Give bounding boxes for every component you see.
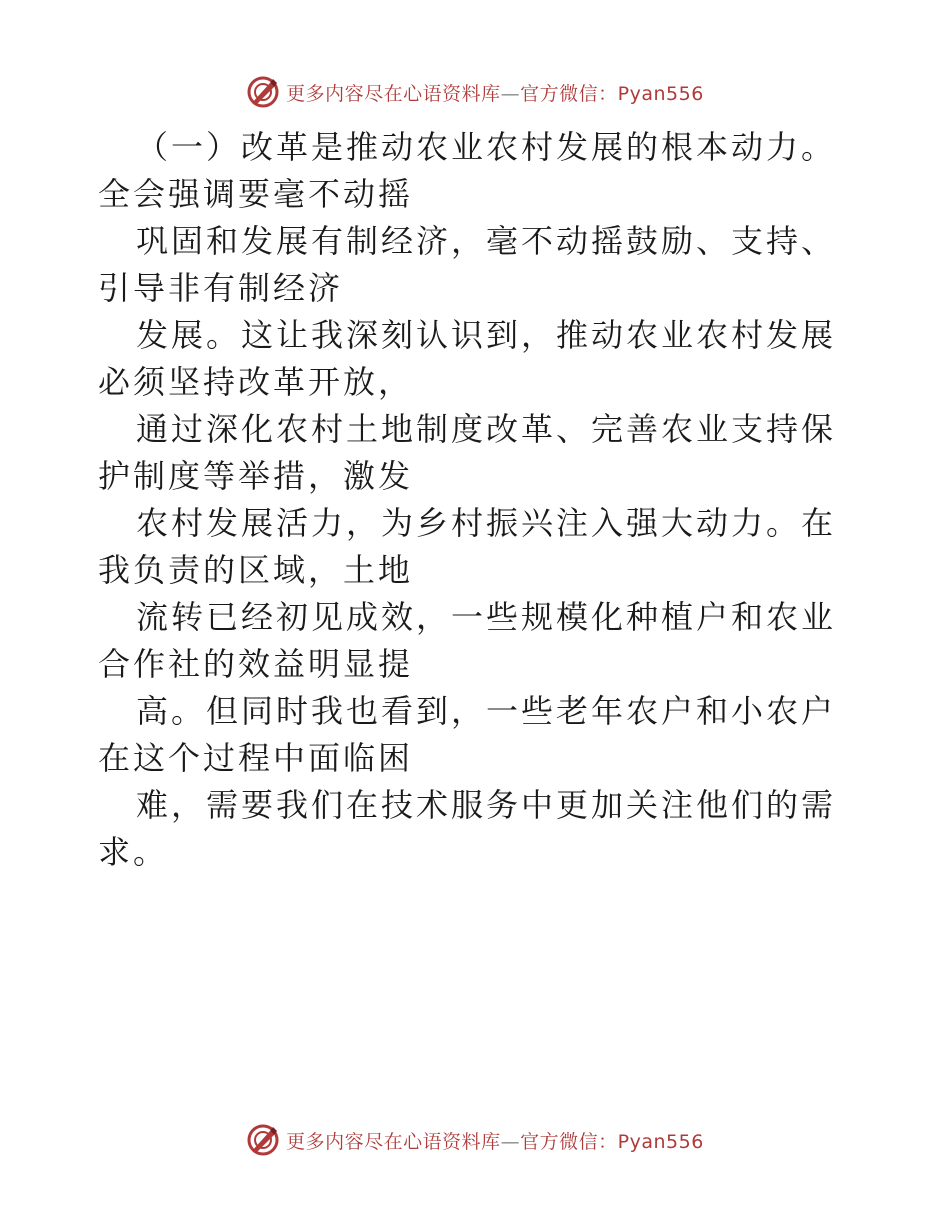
watermark-separator: —: [500, 1130, 521, 1153]
watermark-separator: —: [500, 82, 521, 105]
footer-watermark-banner: [0, 1120, 950, 1160]
footer-watermark-inner: [246, 1123, 704, 1157]
paragraph: 巩固和发展有制经济，毫不动摇鼓励、支持、引导非有制经济: [98, 222, 837, 307]
paragraph: 流转已经初见成效，一些规模化种植户和农业合作社的效益明显提: [98, 598, 837, 683]
header-watermark-banner: [0, 72, 950, 112]
paragraph: 难，需要我们在技术服务中更加关注他们的需求。: [98, 786, 837, 871]
pen-logo-icon: [246, 75, 280, 109]
header-watermark-text: [286, 79, 704, 106]
document-body: [98, 124, 858, 876]
paragraph: 农村发展活力，为乡村振兴注入强大动力。在我负责的区域，土地: [98, 504, 837, 589]
paragraph: 通过深化农村土地制度改革、完善农业支持保护制度等举措，激发: [98, 410, 837, 495]
watermark-wechat-text: 官方微信：Pyan556: [520, 1130, 704, 1153]
pen-logo-icon: [246, 1123, 280, 1157]
header-watermark-inner: [246, 75, 704, 109]
watermark-main-text: 更多内容尽在心语资料库: [286, 1130, 501, 1153]
paragraph: 高。但同时我也看到，一些老年农户和小农户在这个过程中面临困: [98, 692, 837, 777]
paragraph: 发展。这让我深刻认识到，推动农业农村发展必须坚持改革开放，: [98, 316, 837, 401]
watermark-main-text: 更多内容尽在心语资料库: [286, 82, 501, 105]
footer-watermark-text: [286, 1127, 704, 1154]
watermark-wechat-text: 官方微信：Pyan556: [520, 82, 704, 105]
paragraph: （一）改革是推动农业农村发展的根本动力。全会强调要毫不动摇: [98, 128, 837, 213]
